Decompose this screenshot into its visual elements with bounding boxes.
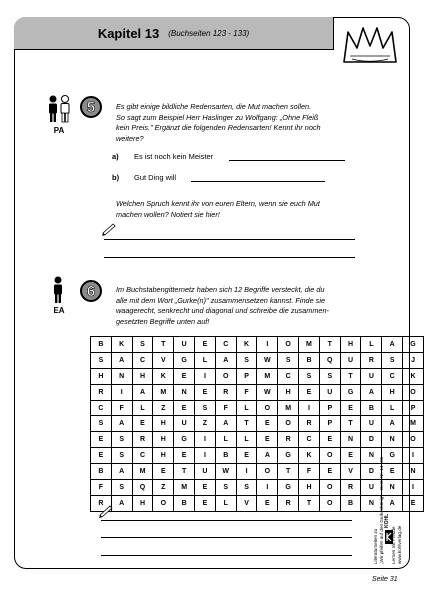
grid-cell[interactable]: E — [132, 416, 153, 432]
grid-cell[interactable]: I — [403, 448, 424, 464]
grid-cell[interactable]: P — [319, 416, 340, 432]
chapter-title: Kapitel 13 — [97, 25, 160, 41]
grid-cell[interactable]: Z — [153, 400, 174, 416]
grid-cell[interactable]: A — [382, 416, 403, 432]
grid-cell[interactable]: P — [403, 400, 424, 416]
grid-row — [91, 368, 424, 384]
grid-cell[interactable]: R — [361, 352, 382, 368]
grid-cell[interactable]: E — [299, 384, 320, 400]
grid-cell[interactable]: S — [111, 480, 132, 496]
grid-cell[interactable]: H — [153, 416, 174, 432]
pair-work-icon — [44, 94, 74, 124]
grid-cell[interactable]: Q — [319, 352, 340, 368]
grid-cell[interactable]: R — [91, 495, 112, 511]
page-number: Seite 31 — [372, 576, 398, 583]
grid-cell[interactable]: R — [299, 416, 320, 432]
grid-cell[interactable]: N — [111, 368, 132, 384]
grid-cell[interactable]: S — [91, 352, 112, 368]
task5-question — [116, 199, 356, 220]
grid-cell[interactable]: O — [403, 384, 424, 400]
saying-a-label: a) — [112, 152, 119, 161]
grid-cell[interactable]: B — [340, 495, 361, 511]
grid-cell[interactable]: T — [153, 337, 174, 353]
grid-cell[interactable]: G — [403, 337, 424, 353]
task5-instructions — [116, 102, 356, 144]
grid-cell[interactable]: R — [340, 480, 361, 496]
grid-cell[interactable]: G — [340, 384, 361, 400]
grid-cell[interactable]: I — [403, 480, 424, 496]
saying-b — [112, 173, 176, 182]
publisher-url[interactable]: www.kohlverlag.de — [397, 525, 402, 564]
grid-cell[interactable]: U — [319, 384, 340, 400]
grid-cell[interactable]: N — [174, 384, 195, 400]
task5-question-line: Welchen Spruch kennt ihr von euren Eltern, wenn sie euch Mut — [116, 199, 320, 208]
grid-cell[interactable]: C — [299, 432, 320, 448]
individual-work-icon — [51, 275, 65, 305]
grid-cell[interactable]: B — [361, 400, 382, 416]
task6-instructions — [116, 285, 366, 327]
grid-cell[interactable]: E — [174, 448, 195, 464]
grid-cell[interactable]: K — [299, 448, 320, 464]
grid-cell[interactable]: H — [382, 384, 403, 400]
grid-cell[interactable]: W — [215, 464, 236, 480]
grid-cell[interactable]: S — [132, 337, 153, 353]
grid-cell[interactable]: T — [319, 337, 340, 353]
answer-line-question-2[interactable] — [104, 257, 355, 258]
grid-cell[interactable]: C — [91, 400, 112, 416]
grid-cell[interactable]: K — [153, 368, 174, 384]
grid-cell[interactable]: R — [278, 495, 299, 511]
grid-cell[interactable]: M — [257, 368, 278, 384]
grid-cell[interactable]: D — [361, 464, 382, 480]
grid-cell[interactable]: U — [361, 416, 382, 432]
grid-cell[interactable]: C — [382, 368, 403, 384]
grid-cell[interactable]: C — [215, 337, 236, 353]
saying-b-text: Gut Ding will — [134, 173, 177, 182]
individual-work-label: EA — [53, 306, 65, 315]
grid-cell[interactable]: I — [236, 464, 257, 480]
grid-cell[interactable]: O — [319, 495, 340, 511]
grid-cell[interactable]: P — [319, 400, 340, 416]
grid-cell[interactable]: U — [174, 337, 195, 353]
saying-a-text: Es ist noch kein Meister — [134, 152, 214, 161]
grid-cell[interactable]: E — [257, 416, 278, 432]
chapter-header — [14, 17, 334, 50]
grid-cell[interactable]: F — [91, 480, 112, 496]
grid-cell[interactable]: B — [91, 464, 112, 480]
grid-cell[interactable]: U — [174, 416, 195, 432]
grid-cell[interactable]: A — [132, 384, 153, 400]
grid-cell[interactable]: O — [153, 495, 174, 511]
grid-cell[interactable]: O — [257, 400, 278, 416]
grid-cell[interactable]: W — [257, 384, 278, 400]
publisher-slogan: Lernen mit Freude — [391, 526, 396, 564]
grid-cell[interactable]: G — [278, 480, 299, 496]
grid-cell[interactable]: M — [132, 464, 153, 480]
grid-cell[interactable]: F — [299, 464, 320, 480]
task5-question-line: machen wollen? Notiert sie hier! — [116, 209, 220, 219]
grid-cell[interactable]: J — [403, 352, 424, 368]
grid-cell[interactable]: S — [319, 368, 340, 384]
answer-line-words-3[interactable] — [101, 555, 352, 556]
publisher-name: KOHL — [384, 513, 390, 528]
grid-cell[interactable]: F — [215, 400, 236, 416]
answer-line-a[interactable] — [229, 160, 345, 161]
task6-line: Im Buchstabengitternetz haben sich 12 Begriffe versteckt, die du — [116, 285, 325, 294]
grid-cell[interactable]: L — [361, 337, 382, 353]
grid-cell[interactable]: M — [174, 480, 195, 496]
grid-cell[interactable]: S — [91, 416, 112, 432]
grid-cell[interactable]: Q — [132, 480, 153, 496]
grid-cell[interactable]: S — [278, 352, 299, 368]
chapter-pages: (Buchseiten 123 - 133) — [168, 28, 250, 38]
grid-cell[interactable]: C — [132, 448, 153, 464]
task5-line: Es gibt einige bildliche Redensarten, die Mut machen sollen. — [116, 102, 312, 111]
grid-cell[interactable]: F — [236, 384, 257, 400]
publisher-sidebar — [371, 436, 411, 566]
grid-cell[interactable]: L — [236, 400, 257, 416]
grid-row — [91, 352, 424, 368]
grid-cell[interactable]: L — [382, 400, 403, 416]
grid-cell[interactable]: M — [299, 337, 320, 353]
grid-cell[interactable]: S — [236, 352, 257, 368]
grid-cell[interactable]: T — [340, 368, 361, 384]
grid-cell[interactable]: E — [195, 480, 216, 496]
task6-line: alle mit dem Wort „Gurke(n)" zusammensetzen kannst. Finde sie — [116, 295, 326, 305]
grid-cell[interactable]: U — [340, 352, 361, 368]
grid-cell[interactable]: S — [236, 480, 257, 496]
grid-cell[interactable]: E — [319, 432, 340, 448]
task-number-5-text: 5 — [86, 98, 96, 116]
grid-cell[interactable]: O — [278, 416, 299, 432]
grid-cell[interactable]: K — [111, 337, 132, 353]
grid-cell[interactable]: I — [195, 432, 216, 448]
task-number-5 — [80, 96, 102, 118]
grid-cell[interactable]: E — [236, 448, 257, 464]
grid-cell[interactable]: A — [215, 352, 236, 368]
grid-cell[interactable]: B — [91, 337, 112, 353]
grid-cell[interactable]: T — [278, 464, 299, 480]
grid-cell[interactable]: E — [319, 464, 340, 480]
grid-cell[interactable]: I — [111, 384, 132, 400]
grid-cell[interactable]: H — [91, 368, 112, 384]
grid-row — [91, 384, 424, 400]
grid-cell[interactable]: B — [215, 448, 236, 464]
grid-cell[interactable]: Z — [153, 480, 174, 496]
grid-cell[interactable]: A — [111, 464, 132, 480]
grid-cell[interactable]: E — [403, 495, 424, 511]
grid-cell[interactable]: U — [361, 368, 382, 384]
grid-cell[interactable]: H — [340, 337, 361, 353]
grid-cell[interactable]: T — [174, 464, 195, 480]
grid-cell[interactable]: B — [174, 495, 195, 511]
grid-cell[interactable]: S — [111, 448, 132, 464]
grid-cell[interactable]: V — [236, 495, 257, 511]
grid-cell[interactable]: S — [195, 400, 216, 416]
task6-line: gesetzten Begriffe unten auf! — [116, 316, 210, 326]
grid-cell[interactable]: O — [319, 480, 340, 496]
grid-cell[interactable]: O — [257, 464, 278, 480]
grid-cell[interactable]: A — [111, 416, 132, 432]
grid-cell[interactable]: E — [257, 495, 278, 511]
grid-cell[interactable]: T — [299, 495, 320, 511]
grid-cell[interactable]: H — [132, 368, 153, 384]
task5-line: weitere? — [116, 133, 144, 143]
grid-cell[interactable]: N — [382, 480, 403, 496]
grid-cell[interactable]: W — [257, 352, 278, 368]
grid-cell[interactable]: R — [91, 384, 112, 400]
grid-cell[interactable]: H — [299, 480, 320, 496]
grid-cell[interactable]: N — [403, 464, 424, 480]
saying-a — [112, 152, 213, 161]
answer-line-question-1[interactable] — [104, 239, 355, 240]
grid-cell[interactable]: A — [111, 352, 132, 368]
grid-cell[interactable]: L — [132, 400, 153, 416]
sidebar-line-1: Literaturseiten zu — [373, 528, 378, 564]
grid-cell[interactable]: H — [132, 495, 153, 511]
grid-cell[interactable]: E — [340, 400, 361, 416]
grid-cell[interactable]: M — [278, 400, 299, 416]
grid-cell[interactable]: V — [340, 464, 361, 480]
grid-cell[interactable]: A — [215, 416, 236, 432]
pencil-icon — [101, 222, 117, 236]
grid-cell[interactable]: G — [278, 448, 299, 464]
grid-cell[interactable]: A — [361, 384, 382, 400]
grid-cell[interactable]: T — [236, 416, 257, 432]
grid-cell[interactable]: U — [195, 464, 216, 480]
sidebar-line-2: „Wir pfeifen auf den Gurkenkönig“ – Best.-Nr. 14 181 — [379, 456, 384, 564]
grid-cell[interactable]: I — [257, 337, 278, 353]
grid-cell[interactable]: S — [215, 480, 236, 496]
grid-cell[interactable]: O — [319, 448, 340, 464]
grid-cell[interactable]: E — [174, 368, 195, 384]
grid-cell[interactable]: M — [403, 416, 424, 432]
grid-cell[interactable]: G — [382, 448, 403, 464]
grid-cell[interactable]: E — [340, 448, 361, 464]
grid-cell[interactable]: R — [132, 432, 153, 448]
grid-cell[interactable]: L — [215, 432, 236, 448]
grid-cell[interactable]: K — [236, 337, 257, 353]
grid-cell[interactable]: E — [174, 400, 195, 416]
grid-row — [91, 416, 424, 432]
grid-cell[interactable]: E — [195, 495, 216, 511]
crown-icon — [338, 22, 402, 66]
grid-cell[interactable]: E — [91, 432, 112, 448]
grid-cell[interactable]: H — [278, 384, 299, 400]
grid-cell[interactable]: H — [153, 432, 174, 448]
grid-cell[interactable]: F — [111, 400, 132, 416]
grid-cell[interactable]: T — [340, 416, 361, 432]
grid-cell[interactable]: E — [153, 464, 174, 480]
saying-b-label: b) — [112, 173, 120, 182]
grid-cell[interactable]: R — [278, 432, 299, 448]
answer-line-words-1[interactable] — [101, 520, 352, 521]
grid-cell[interactable]: A — [382, 495, 403, 511]
grid-cell[interactable]: S — [111, 432, 132, 448]
grid-row — [91, 337, 424, 353]
grid-cell[interactable]: A — [257, 448, 278, 464]
grid-cell[interactable]: U — [361, 480, 382, 496]
grid-cell[interactable]: O — [215, 368, 236, 384]
task5-line: So sagt zum Beispiel Herr Haslinger zu Wolfgang: „Ohne Fleiß — [116, 112, 319, 122]
pencil-icon — [98, 504, 114, 518]
grid-cell[interactable]: Z — [195, 416, 216, 432]
grid-cell[interactable]: R — [215, 384, 236, 400]
grid-cell[interactable]: E — [195, 337, 216, 353]
grid-cell[interactable]: N — [340, 432, 361, 448]
grid-cell[interactable]: E — [91, 448, 112, 464]
grid-cell[interactable]: M — [153, 384, 174, 400]
grid-cell[interactable]: N — [361, 448, 382, 464]
grid-cell[interactable]: G — [174, 352, 195, 368]
grid-cell[interactable]: E — [382, 464, 403, 480]
pair-work-label: PA — [53, 126, 65, 135]
grid-cell[interactable]: D — [361, 432, 382, 448]
task6-line: waagerecht, senkrecht und diagonal und schreibe die zusammen- — [116, 306, 329, 316]
grid-cell[interactable]: N — [361, 495, 382, 511]
grid-cell[interactable]: O — [278, 337, 299, 353]
grid-cell[interactable]: S — [299, 368, 320, 384]
grid-cell[interactable]: B — [299, 352, 320, 368]
grid-cell[interactable]: V — [153, 352, 174, 368]
grid-row — [91, 400, 424, 416]
grid-cell[interactable]: S — [382, 352, 403, 368]
grid-cell[interactable]: C — [278, 368, 299, 384]
grid-cell[interactable]: E — [195, 384, 216, 400]
grid-cell[interactable]: N — [382, 432, 403, 448]
task5-line: kein Preis." Ergänzt die folgenden Redensarten! Kennt ihr noch — [116, 123, 321, 133]
grid-cell[interactable]: O — [403, 432, 424, 448]
grid-cell[interactable]: L — [215, 495, 236, 511]
grid-cell[interactable]: I — [195, 368, 216, 384]
grid-cell[interactable]: L — [195, 352, 216, 368]
grid-cell[interactable]: E — [257, 432, 278, 448]
answer-line-words-2[interactable] — [101, 537, 352, 538]
grid-cell[interactable]: H — [153, 448, 174, 464]
grid-cell[interactable]: G — [174, 432, 195, 448]
task-number-6 — [80, 280, 102, 302]
grid-cell[interactable]: K — [403, 368, 424, 384]
grid-cell[interactable]: I — [299, 400, 320, 416]
answer-line-b[interactable] — [191, 181, 325, 182]
grid-cell[interactable]: I — [257, 480, 278, 496]
task-number-6-text: 6 — [86, 282, 96, 300]
grid-cell[interactable]: A — [382, 337, 403, 353]
grid-cell[interactable]: I — [195, 448, 216, 464]
grid-cell[interactable]: C — [132, 352, 153, 368]
grid-cell[interactable]: A — [111, 495, 132, 511]
grid-cell[interactable]: P — [236, 368, 257, 384]
grid-cell[interactable]: L — [236, 432, 257, 448]
